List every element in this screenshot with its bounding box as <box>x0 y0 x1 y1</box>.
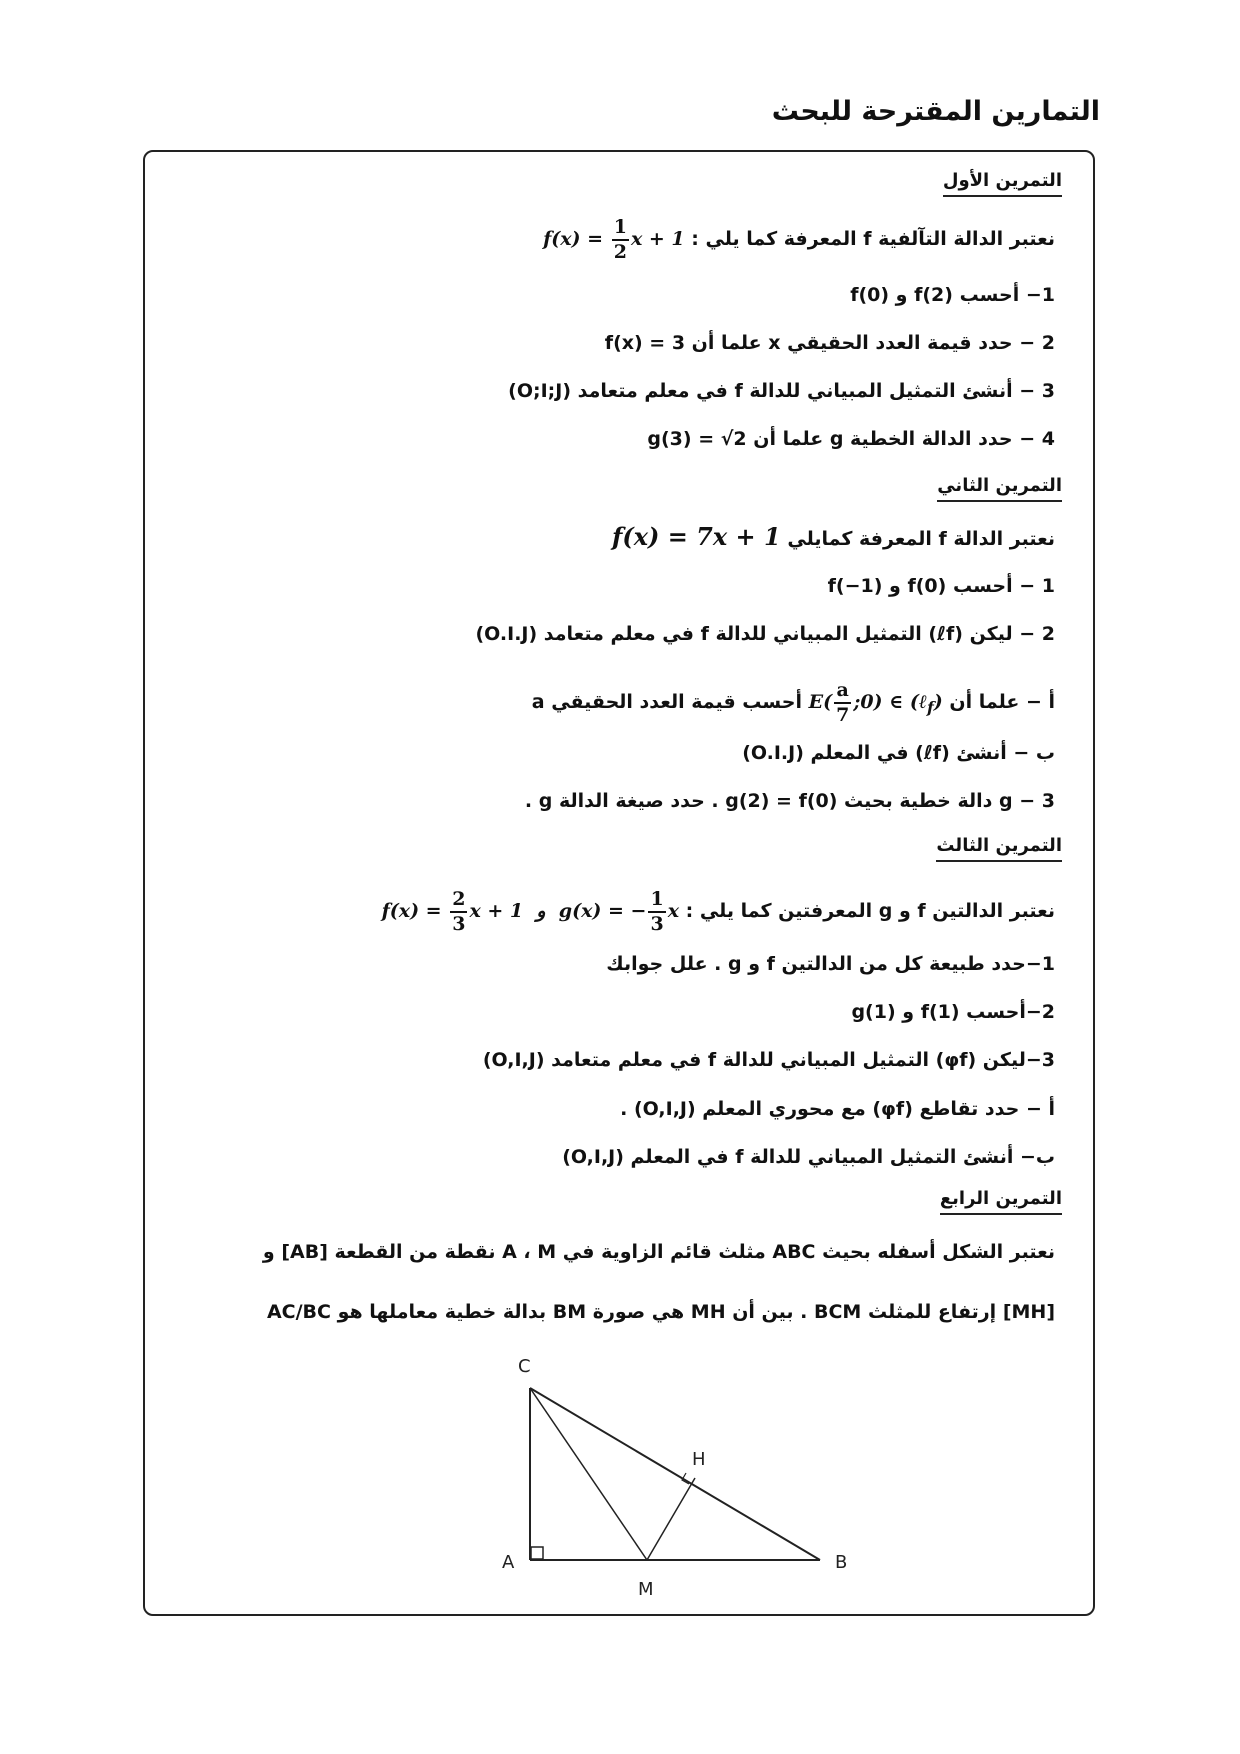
ex1-heading: التمرين الأول <box>943 170 1062 197</box>
triangle-svg <box>490 1350 880 1605</box>
ex2-q1: 1 − أحسب f(0) و f(−1) <box>827 575 1055 597</box>
ex1-q1: 1− أحسب f(2) و f(0) <box>850 284 1055 306</box>
ex2-q3: 3 − g دالة خطية بحيث g(2) = f(0) . حدد صيغة الدالة g . <box>524 790 1055 812</box>
ex1-intro <box>155 216 1055 263</box>
ex3-qa: أ − حدد تقاطع (φf) مع محوري المعلم (O,I,J) . <box>620 1098 1055 1120</box>
ex2-q2: 2 − ليكن (ℓf) التمثيل المبياني للدالة f في معلم متعامد (O.I.J) <box>475 623 1055 645</box>
label-b: B <box>835 1552 848 1573</box>
side-bc <box>530 1388 820 1560</box>
right-angle-a <box>531 1547 543 1559</box>
ex2-heading: التمرين الثاني <box>937 475 1062 502</box>
ex3-qb: ب− أنشئ التمثيل المبياني للدالة f في المعلم (O,I,J) <box>562 1146 1055 1168</box>
ex3-intro: نعتبر الدالتين f و g المعرفتين كما يلي : <box>685 900 1055 922</box>
ex2-qa-point: E( $\frac{a}{7}$ ;0) ∈ (ℓ$_f$) <box>808 679 943 726</box>
ex1-q2: 2 − حدد قيمة العدد الحقيقي x علما أن f(x) = 3 <box>604 332 1055 354</box>
ex1-func: f(x) = $\frac{1}{2}$ x + 1 <box>543 216 685 263</box>
ex2-qa-prefix: أ − علما أن <box>949 691 1055 713</box>
ex1-intro-text: نعتبر الدالة التآلفية f المعرفة كما يلي : <box>691 228 1055 250</box>
ex4-line1: نعتبر الشكل أسفله بحيث ABC مثلث قائم الزاوية في A ، M نقطة من القطعة [AB] و <box>262 1241 1055 1263</box>
segment-mh <box>647 1478 695 1560</box>
ex4-line2: [MH] إرتفاع للمثلث BCM . بين أن MH هي صورة BM بدالة خطية معاملها هو AC/BC <box>266 1301 1055 1323</box>
segment-cm <box>530 1388 647 1560</box>
ex2-qa <box>155 672 1055 732</box>
ex1-q4: 4 − حدد الدالة الخطية g علما أن g(3) = √2 <box>647 428 1055 450</box>
label-c: C <box>518 1356 531 1377</box>
ex3-q1: 1−حدد طبيعة كل من الدالتين f و g . علل جوابك <box>606 953 1055 975</box>
ex3-intro-line <box>155 880 1055 942</box>
triangle-figure <box>490 1350 880 1605</box>
label-a: A <box>502 1552 515 1573</box>
ex3-funcs: f(x) = $\frac{2}{3}$ x + 1 و g(x) = − $\frac{1}{3}$ x <box>381 888 680 935</box>
ex2-qb: ب − أنشئ (ℓf) في المعلم (O.I.J) <box>742 742 1055 764</box>
label-h: H <box>692 1449 706 1470</box>
ex2-qa-suffix: أحسب قيمة العدد الحقيقي a <box>531 691 802 713</box>
ex4-heading: التمرين الرابع <box>940 1188 1062 1215</box>
ex1-q3: 3 − أنشئ التمثيل المبياني للدالة f في معلم متعامد (O;I;J) <box>508 380 1055 402</box>
ex3-heading: التمرين الثالث <box>936 835 1062 862</box>
ex2-intro-line <box>155 517 1055 557</box>
label-m: M <box>638 1579 654 1600</box>
ex3-q3: 3−ليكن (φf) التمثيل المبياني للدالة f في معلم متعامد (O,I,J) <box>482 1049 1055 1071</box>
ex2-func: f(x) = 7x + 1 <box>612 522 781 551</box>
ex2-intro: نعتبر الدالة f المعرفة كمايلي <box>787 528 1055 550</box>
ex3-q2: 2−أحسب f(1) و g(1) <box>851 1001 1055 1023</box>
page-title: التمارين المقترحة للبحث <box>771 96 1100 127</box>
